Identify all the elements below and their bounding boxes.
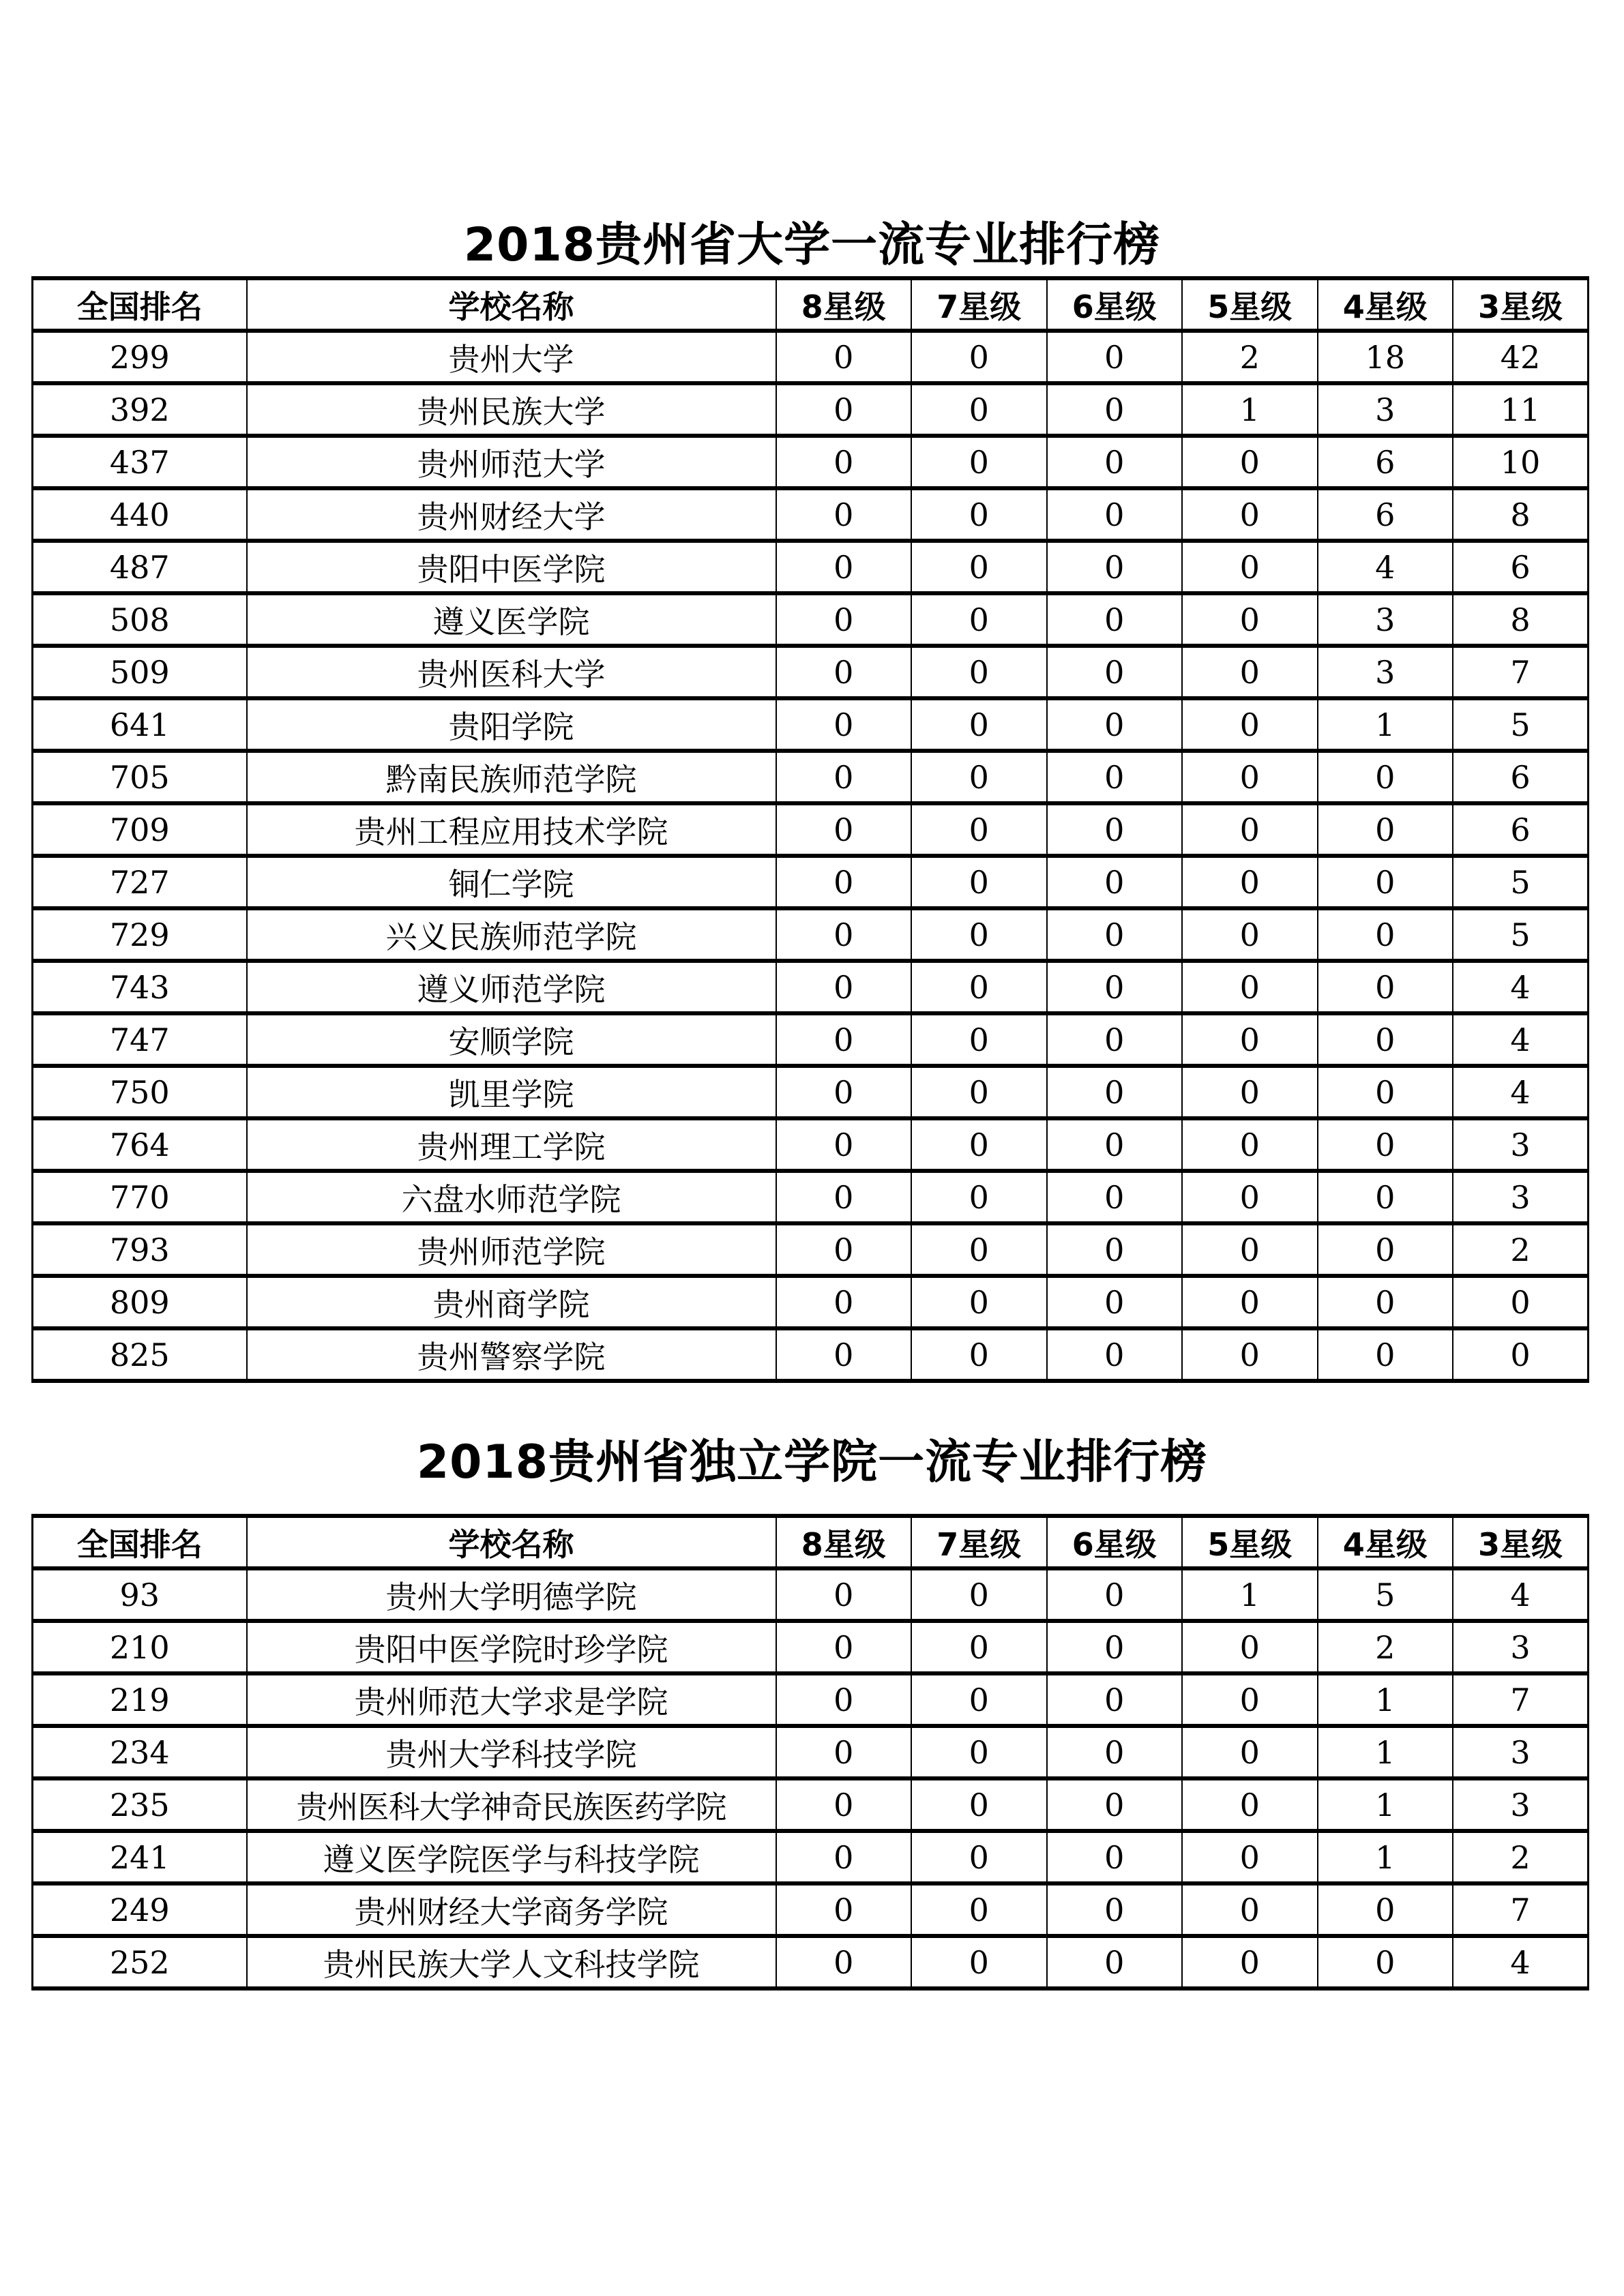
cell-star8: 0 bbox=[776, 1673, 912, 1726]
cell-school-name: 贵阳学院 bbox=[247, 698, 776, 751]
cell-star4: 0 bbox=[1318, 751, 1453, 803]
cell-star3: 6 bbox=[1453, 541, 1589, 593]
cell-star5: 0 bbox=[1182, 436, 1318, 488]
column-header-star7: 7星级 bbox=[911, 278, 1047, 331]
cell-star7: 0 bbox=[911, 908, 1047, 961]
cell-star7: 0 bbox=[911, 751, 1047, 803]
table-row bbox=[33, 751, 1589, 803]
cell-star5: 0 bbox=[1182, 1936, 1318, 1988]
cell-star6: 0 bbox=[1047, 1118, 1183, 1171]
cell-national-rank: 825 bbox=[33, 1328, 247, 1381]
cell-school-name: 遵义师范学院 bbox=[247, 961, 776, 1013]
cell-national-rank: 764 bbox=[33, 1118, 247, 1171]
column-header-star4: 4星级 bbox=[1318, 278, 1453, 331]
cell-school-name: 贵阳中医学院时珍学院 bbox=[247, 1621, 776, 1673]
cell-star3: 7 bbox=[1453, 646, 1589, 698]
table-row bbox=[33, 1171, 1589, 1223]
cell-star7: 0 bbox=[911, 593, 1047, 646]
cell-star8: 0 bbox=[776, 1936, 912, 1988]
cell-star7: 0 bbox=[911, 1831, 1047, 1883]
table-header bbox=[33, 1516, 1589, 1568]
cell-school-name: 贵州警察学院 bbox=[247, 1328, 776, 1381]
table-row bbox=[33, 646, 1589, 698]
table-row bbox=[33, 803, 1589, 856]
cell-star6: 0 bbox=[1047, 803, 1183, 856]
cell-star8: 0 bbox=[776, 961, 912, 1013]
table-row bbox=[33, 488, 1589, 541]
cell-star5: 0 bbox=[1182, 856, 1318, 908]
cell-star6: 0 bbox=[1047, 698, 1183, 751]
table-row bbox=[33, 1883, 1589, 1936]
cell-star7: 0 bbox=[911, 646, 1047, 698]
cell-star4: 0 bbox=[1318, 1066, 1453, 1118]
cell-school-name: 贵州民族大学 bbox=[247, 383, 776, 436]
table-row bbox=[33, 1223, 1589, 1276]
cell-national-rank: 252 bbox=[33, 1936, 247, 1988]
cell-star6: 0 bbox=[1047, 488, 1183, 541]
cell-star7: 0 bbox=[911, 1936, 1047, 1988]
cell-star3: 7 bbox=[1453, 1673, 1589, 1726]
cell-star5: 0 bbox=[1182, 908, 1318, 961]
cell-star7: 0 bbox=[911, 383, 1047, 436]
cell-star3: 3 bbox=[1453, 1118, 1589, 1171]
cell-star6: 0 bbox=[1047, 856, 1183, 908]
cell-national-rank: 93 bbox=[33, 1568, 247, 1621]
table-body bbox=[33, 1568, 1589, 1988]
cell-national-rank: 727 bbox=[33, 856, 247, 908]
cell-national-rank: 508 bbox=[33, 593, 247, 646]
cell-star8: 0 bbox=[776, 1276, 912, 1328]
cell-star6: 0 bbox=[1047, 646, 1183, 698]
cell-star3: 6 bbox=[1453, 803, 1589, 856]
cell-star4: 0 bbox=[1318, 1223, 1453, 1276]
cell-star8: 0 bbox=[776, 1328, 912, 1381]
column-header-star5: 5星级 bbox=[1182, 1516, 1318, 1568]
cell-national-rank: 641 bbox=[33, 698, 247, 751]
column-header-star5: 5星级 bbox=[1182, 278, 1318, 331]
column-header-star8: 8星级 bbox=[776, 1516, 912, 1568]
cell-star7: 0 bbox=[911, 1066, 1047, 1118]
cell-national-rank: 487 bbox=[33, 541, 247, 593]
table-row bbox=[33, 331, 1589, 383]
cell-star8: 0 bbox=[776, 646, 912, 698]
cell-star6: 0 bbox=[1047, 1066, 1183, 1118]
cell-star3: 10 bbox=[1453, 436, 1589, 488]
cell-star7: 0 bbox=[911, 856, 1047, 908]
cell-national-rank: 743 bbox=[33, 961, 247, 1013]
cell-star8: 0 bbox=[776, 751, 912, 803]
cell-school-name: 铜仁学院 bbox=[247, 856, 776, 908]
cell-star8: 0 bbox=[776, 541, 912, 593]
cell-star5: 0 bbox=[1182, 1328, 1318, 1381]
column-header-school-name: 学校名称 bbox=[247, 1516, 776, 1568]
column-header-school-name: 学校名称 bbox=[247, 278, 776, 331]
cell-star4: 1 bbox=[1318, 1831, 1453, 1883]
cell-star8: 0 bbox=[776, 331, 912, 383]
table-row bbox=[33, 383, 1589, 436]
cell-star3: 4 bbox=[1453, 961, 1589, 1013]
cell-school-name: 遵义医学院 bbox=[247, 593, 776, 646]
cell-star4: 0 bbox=[1318, 1276, 1453, 1328]
cell-star3: 4 bbox=[1453, 1013, 1589, 1066]
cell-school-name: 贵州理工学院 bbox=[247, 1118, 776, 1171]
table-row bbox=[33, 593, 1589, 646]
cell-star3: 5 bbox=[1453, 908, 1589, 961]
cell-star4: 4 bbox=[1318, 541, 1453, 593]
cell-national-rank: 210 bbox=[33, 1621, 247, 1673]
cell-star4: 0 bbox=[1318, 1013, 1453, 1066]
column-header-star6: 6星级 bbox=[1047, 278, 1183, 331]
table-title-universities: 2018贵州省大学一流专业排行榜 bbox=[463, 218, 1161, 272]
cell-star8: 0 bbox=[776, 1171, 912, 1223]
cell-star6: 0 bbox=[1047, 1223, 1183, 1276]
cell-star4: 0 bbox=[1318, 908, 1453, 961]
cell-star4: 0 bbox=[1318, 1118, 1453, 1171]
cell-star3: 0 bbox=[1453, 1328, 1589, 1381]
cell-school-name: 贵州大学 bbox=[247, 331, 776, 383]
cell-star5: 0 bbox=[1182, 1726, 1318, 1778]
table-row bbox=[33, 1066, 1589, 1118]
cell-star5: 0 bbox=[1182, 646, 1318, 698]
cell-star6: 0 bbox=[1047, 908, 1183, 961]
cell-star6: 0 bbox=[1047, 751, 1183, 803]
cell-national-rank: 770 bbox=[33, 1171, 247, 1223]
cell-star8: 0 bbox=[776, 1013, 912, 1066]
cell-school-name: 六盘水师范学院 bbox=[247, 1171, 776, 1223]
cell-star8: 0 bbox=[776, 1883, 912, 1936]
cell-star7: 0 bbox=[911, 1223, 1047, 1276]
cell-star6: 0 bbox=[1047, 1568, 1183, 1621]
cell-school-name: 贵州医科大学 bbox=[247, 646, 776, 698]
cell-star7: 0 bbox=[911, 331, 1047, 383]
cell-star7: 0 bbox=[911, 1171, 1047, 1223]
cell-star3: 3 bbox=[1453, 1778, 1589, 1831]
cell-star8: 0 bbox=[776, 908, 912, 961]
cell-star7: 0 bbox=[911, 1568, 1047, 1621]
column-header-star3: 3星级 bbox=[1453, 278, 1589, 331]
column-header-star8: 8星级 bbox=[776, 278, 912, 331]
cell-star3: 8 bbox=[1453, 593, 1589, 646]
cell-school-name: 贵州财经大学商务学院 bbox=[247, 1883, 776, 1936]
cell-star7: 0 bbox=[911, 961, 1047, 1013]
cell-star5: 0 bbox=[1182, 698, 1318, 751]
cell-star7: 0 bbox=[911, 1013, 1047, 1066]
cell-star3: 4 bbox=[1453, 1568, 1589, 1621]
cell-school-name: 贵州商学院 bbox=[247, 1276, 776, 1328]
table-row bbox=[33, 908, 1589, 961]
cell-star3: 4 bbox=[1453, 1066, 1589, 1118]
cell-star4: 0 bbox=[1318, 1171, 1453, 1223]
cell-school-name: 贵州民族大学人文科技学院 bbox=[247, 1936, 776, 1988]
cell-star8: 0 bbox=[776, 383, 912, 436]
cell-school-name: 贵州大学明德学院 bbox=[247, 1568, 776, 1621]
cell-national-rank: 705 bbox=[33, 751, 247, 803]
cell-star4: 6 bbox=[1318, 436, 1453, 488]
cell-star4: 2 bbox=[1318, 1621, 1453, 1673]
cell-star5: 0 bbox=[1182, 1276, 1318, 1328]
cell-star4: 1 bbox=[1318, 698, 1453, 751]
cell-star6: 0 bbox=[1047, 331, 1183, 383]
cell-star4: 3 bbox=[1318, 646, 1453, 698]
cell-star4: 0 bbox=[1318, 1936, 1453, 1988]
cell-star7: 0 bbox=[911, 698, 1047, 751]
table-row bbox=[33, 1778, 1589, 1831]
cell-star4: 0 bbox=[1318, 803, 1453, 856]
column-header-national-rank: 全国排名 bbox=[33, 1516, 247, 1568]
cell-star4: 5 bbox=[1318, 1568, 1453, 1621]
cell-school-name: 兴义民族师范学院 bbox=[247, 908, 776, 961]
table-row bbox=[33, 1936, 1589, 1988]
cell-star4: 0 bbox=[1318, 1883, 1453, 1936]
cell-star5: 2 bbox=[1182, 331, 1318, 383]
cell-star5: 0 bbox=[1182, 751, 1318, 803]
cell-star3: 11 bbox=[1453, 383, 1589, 436]
cell-star6: 0 bbox=[1047, 383, 1183, 436]
table-row bbox=[33, 1118, 1589, 1171]
cell-star5: 0 bbox=[1182, 1013, 1318, 1066]
cell-star4: 1 bbox=[1318, 1673, 1453, 1726]
cell-national-rank: 392 bbox=[33, 383, 247, 436]
cell-national-rank: 235 bbox=[33, 1778, 247, 1831]
cell-star6: 0 bbox=[1047, 1171, 1183, 1223]
cell-star5: 0 bbox=[1182, 1118, 1318, 1171]
table-row bbox=[33, 1568, 1589, 1621]
cell-star4: 0 bbox=[1318, 856, 1453, 908]
ranking-table-universities bbox=[31, 276, 1589, 1383]
cell-school-name: 贵阳中医学院 bbox=[247, 541, 776, 593]
table-row bbox=[33, 436, 1589, 488]
cell-school-name: 贵州师范大学求是学院 bbox=[247, 1673, 776, 1726]
cell-school-name: 安顺学院 bbox=[247, 1013, 776, 1066]
cell-star5: 0 bbox=[1182, 541, 1318, 593]
cell-school-name: 贵州医科大学神奇民族医药学院 bbox=[247, 1778, 776, 1831]
cell-star7: 0 bbox=[911, 436, 1047, 488]
cell-star3: 42 bbox=[1453, 331, 1589, 383]
cell-star7: 0 bbox=[911, 1778, 1047, 1831]
cell-star3: 2 bbox=[1453, 1223, 1589, 1276]
cell-star6: 0 bbox=[1047, 1621, 1183, 1673]
table-row bbox=[33, 1831, 1589, 1883]
cell-star4: 1 bbox=[1318, 1778, 1453, 1831]
table-row bbox=[33, 961, 1589, 1013]
cell-national-rank: 299 bbox=[33, 331, 247, 383]
table-row bbox=[33, 1276, 1589, 1328]
cell-star8: 0 bbox=[776, 1066, 912, 1118]
cell-school-name: 贵州师范大学 bbox=[247, 436, 776, 488]
cell-star6: 0 bbox=[1047, 1013, 1183, 1066]
cell-national-rank: 437 bbox=[33, 436, 247, 488]
cell-school-name: 黔南民族师范学院 bbox=[247, 751, 776, 803]
cell-national-rank: 234 bbox=[33, 1726, 247, 1778]
cell-national-rank: 750 bbox=[33, 1066, 247, 1118]
column-header-national-rank: 全国排名 bbox=[33, 278, 247, 331]
cell-star7: 0 bbox=[911, 488, 1047, 541]
cell-star5: 0 bbox=[1182, 1778, 1318, 1831]
cell-national-rank: 729 bbox=[33, 908, 247, 961]
cell-star8: 0 bbox=[776, 1223, 912, 1276]
cell-star7: 0 bbox=[911, 1118, 1047, 1171]
cell-national-rank: 509 bbox=[33, 646, 247, 698]
table-row bbox=[33, 856, 1589, 908]
cell-star8: 0 bbox=[776, 488, 912, 541]
cell-national-rank: 747 bbox=[33, 1013, 247, 1066]
cell-star5: 0 bbox=[1182, 593, 1318, 646]
cell-star5: 1 bbox=[1182, 1568, 1318, 1621]
cell-school-name: 遵义医学院医学与科技学院 bbox=[247, 1831, 776, 1883]
cell-star5: 0 bbox=[1182, 1673, 1318, 1726]
cell-star4: 1 bbox=[1318, 1726, 1453, 1778]
cell-star8: 0 bbox=[776, 698, 912, 751]
cell-national-rank: 809 bbox=[33, 1276, 247, 1328]
table-row bbox=[33, 1013, 1589, 1066]
column-header-star3: 3星级 bbox=[1453, 1516, 1589, 1568]
table-header bbox=[33, 278, 1589, 331]
column-header-star4: 4星级 bbox=[1318, 1516, 1453, 1568]
cell-star8: 0 bbox=[776, 803, 912, 856]
cell-national-rank: 219 bbox=[33, 1673, 247, 1726]
cell-star8: 0 bbox=[776, 593, 912, 646]
cell-star6: 0 bbox=[1047, 593, 1183, 646]
cell-star6: 0 bbox=[1047, 961, 1183, 1013]
cell-star5: 0 bbox=[1182, 803, 1318, 856]
cell-star3: 6 bbox=[1453, 751, 1589, 803]
cell-school-name: 凯里学院 bbox=[247, 1066, 776, 1118]
cell-star5: 0 bbox=[1182, 1066, 1318, 1118]
cell-star5: 0 bbox=[1182, 1883, 1318, 1936]
cell-star6: 0 bbox=[1047, 1328, 1183, 1381]
cell-national-rank: 793 bbox=[33, 1223, 247, 1276]
table-row bbox=[33, 1726, 1589, 1778]
cell-star6: 0 bbox=[1047, 1831, 1183, 1883]
cell-star3: 3 bbox=[1453, 1726, 1589, 1778]
cell-star4: 3 bbox=[1318, 593, 1453, 646]
column-header-star6: 6星级 bbox=[1047, 1516, 1183, 1568]
cell-star7: 0 bbox=[911, 1673, 1047, 1726]
cell-star5: 0 bbox=[1182, 488, 1318, 541]
cell-national-rank: 440 bbox=[33, 488, 247, 541]
cell-star3: 0 bbox=[1453, 1276, 1589, 1328]
cell-star4: 3 bbox=[1318, 383, 1453, 436]
cell-star8: 0 bbox=[776, 1118, 912, 1171]
table-row bbox=[33, 1328, 1589, 1381]
table-row bbox=[33, 1673, 1589, 1726]
table-title-independent-colleges: 2018贵州省独立学院一流专业排行榜 bbox=[416, 1435, 1208, 1489]
cell-star8: 0 bbox=[776, 1831, 912, 1883]
cell-star3: 4 bbox=[1453, 1936, 1589, 1988]
cell-star6: 0 bbox=[1047, 1726, 1183, 1778]
cell-national-rank: 709 bbox=[33, 803, 247, 856]
cell-star4: 0 bbox=[1318, 1328, 1453, 1381]
cell-star6: 0 bbox=[1047, 1883, 1183, 1936]
column-header-star7: 7星级 bbox=[911, 1516, 1047, 1568]
cell-school-name: 贵州财经大学 bbox=[247, 488, 776, 541]
cell-star3: 8 bbox=[1453, 488, 1589, 541]
cell-star6: 0 bbox=[1047, 1673, 1183, 1726]
cell-star8: 0 bbox=[776, 856, 912, 908]
cell-star3: 2 bbox=[1453, 1831, 1589, 1883]
table-body bbox=[33, 331, 1589, 1381]
table-row bbox=[33, 1621, 1589, 1673]
cell-national-rank: 249 bbox=[33, 1883, 247, 1936]
cell-star3: 3 bbox=[1453, 1171, 1589, 1223]
cell-star6: 0 bbox=[1047, 541, 1183, 593]
cell-star3: 5 bbox=[1453, 698, 1589, 751]
cell-star4: 6 bbox=[1318, 488, 1453, 541]
cell-school-name: 贵州大学科技学院 bbox=[247, 1726, 776, 1778]
cell-star7: 0 bbox=[911, 1328, 1047, 1381]
cell-star6: 0 bbox=[1047, 436, 1183, 488]
cell-star7: 0 bbox=[911, 1726, 1047, 1778]
cell-star8: 0 bbox=[776, 436, 912, 488]
cell-star6: 0 bbox=[1047, 1276, 1183, 1328]
cell-school-name: 贵州师范学院 bbox=[247, 1223, 776, 1276]
table-row bbox=[33, 698, 1589, 751]
cell-star7: 0 bbox=[911, 541, 1047, 593]
cell-school-name: 贵州工程应用技术学院 bbox=[247, 803, 776, 856]
cell-star8: 0 bbox=[776, 1726, 912, 1778]
cell-star4: 18 bbox=[1318, 331, 1453, 383]
cell-star8: 0 bbox=[776, 1568, 912, 1621]
cell-star5: 0 bbox=[1182, 1171, 1318, 1223]
cell-star5: 0 bbox=[1182, 1831, 1318, 1883]
cell-star6: 0 bbox=[1047, 1936, 1183, 1988]
cell-star5: 0 bbox=[1182, 961, 1318, 1013]
cell-star7: 0 bbox=[911, 1621, 1047, 1673]
cell-national-rank: 241 bbox=[33, 1831, 247, 1883]
cell-star3: 7 bbox=[1453, 1883, 1589, 1936]
table-row bbox=[33, 541, 1589, 593]
cell-star8: 0 bbox=[776, 1778, 912, 1831]
cell-star5: 0 bbox=[1182, 1223, 1318, 1276]
cell-star8: 0 bbox=[776, 1621, 912, 1673]
cell-star7: 0 bbox=[911, 803, 1047, 856]
cell-star3: 3 bbox=[1453, 1621, 1589, 1673]
ranking-table-independent-colleges bbox=[31, 1514, 1589, 1991]
cell-star5: 0 bbox=[1182, 1621, 1318, 1673]
cell-star5: 1 bbox=[1182, 383, 1318, 436]
cell-star3: 5 bbox=[1453, 856, 1589, 908]
cell-star4: 0 bbox=[1318, 961, 1453, 1013]
cell-star7: 0 bbox=[911, 1276, 1047, 1328]
cell-star6: 0 bbox=[1047, 1778, 1183, 1831]
cell-star7: 0 bbox=[911, 1883, 1047, 1936]
